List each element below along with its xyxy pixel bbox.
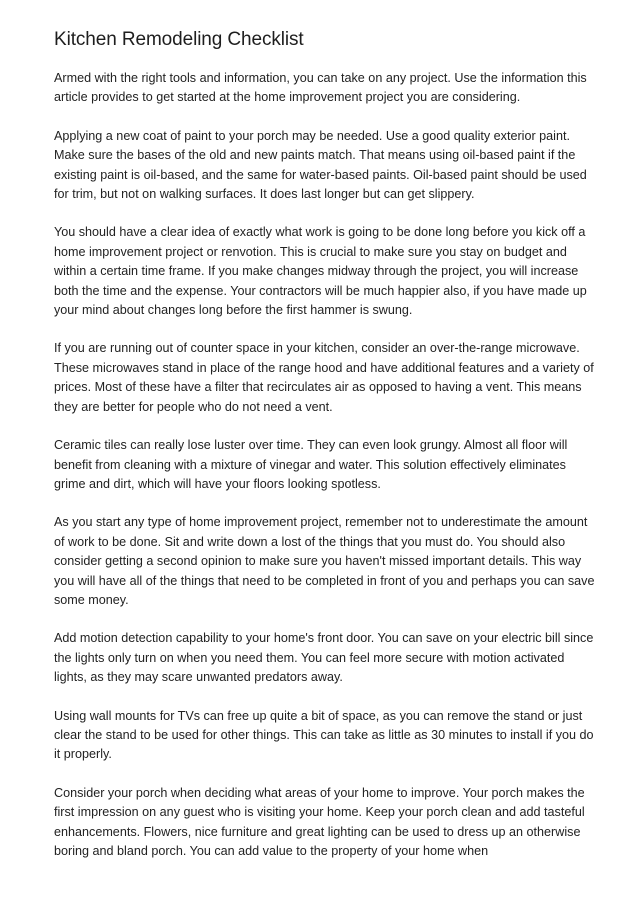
paragraph-plan-work: You should have a clear idea of exactly what work is going to be done long before you kick off a home improvement project or renvotion. This is crucial to make sure you stay on budget and within a certain time frame. If you make changes midway through the project, you will increase both the time and the expense. Your contractors will be much happier also, if you have made up your mind about changes long before the first hammer is swung.: [54, 225, 587, 318]
paragraph-ceramic-tiles: Ceramic tiles can really lose luster over time. They can even look grungy. Almost all floor will benefit from cleaning with a mixture of vinegar and water. This solution effectively eliminates grime and dirt, which will have your floors looking spotless.: [54, 438, 568, 491]
paragraph-motion-detection: Add motion detection capability to your home's front door. You can save on your electric bill since the lights only turn on when you need them. You can feel more secure with motion activated lights, as they may scare unwanted predators away.: [54, 631, 594, 685]
paragraph-intro: Armed with the right tools and information, you can take on any project. Use the information this article provides to get started at the home improvement project you are considering.: [54, 71, 587, 105]
paragraph-microwave: If you are running out of counter space in your kitchen, consider an over-the-range microwave. These microwaves stand in place of the range hood and have additional features and a variety of prices. Most of these have a filter that recirculates air as opposed to having a vent. This means they are better for people who do not need a vent.: [54, 341, 594, 414]
paragraph-wall-mounts: Using wall mounts for TVs can free up quite a bit of space, as you can remove the stand or just clear the stand to be used for other things. This can take as little as 30 minutes to install if you do it properly.: [54, 708, 594, 762]
paragraph-workload: As you start any type of home improvement project, remember not to underestimate the amount of work to be done. Sit and write down a lost of the things that you must do. You should also consider getting a second opinion to make sure you haven't missed important details. This way you will have all of the things that need to be completed in front of you and perhaps you can save some money.: [54, 515, 595, 607]
paragraph-porch-paint: Applying a new coat of paint to your porch may be needed. Use a good quality exterior paint. Make sure the bases of the old and new paints match. That means using oil-based paint if the existing paint is oil-based, and the same for water-based paints. Oil-based paint should be used for trim, but not on walking surfaces. It does last longer but can get slippery.: [54, 128, 587, 202]
paragraph-porch-improve: Consider your porch when deciding what areas of your home to improve. Your porch makes the first impression on any guest who is visiting your home. Keep your porch clean and add tasteful enhancements. Flowers, nice furniture and great lighting can be used to dress up an otherwise boring and bland porch. You can add value to the property of your home when: [54, 785, 585, 858]
page-title: Kitchen Remodeling Checklist: [54, 29, 304, 50]
